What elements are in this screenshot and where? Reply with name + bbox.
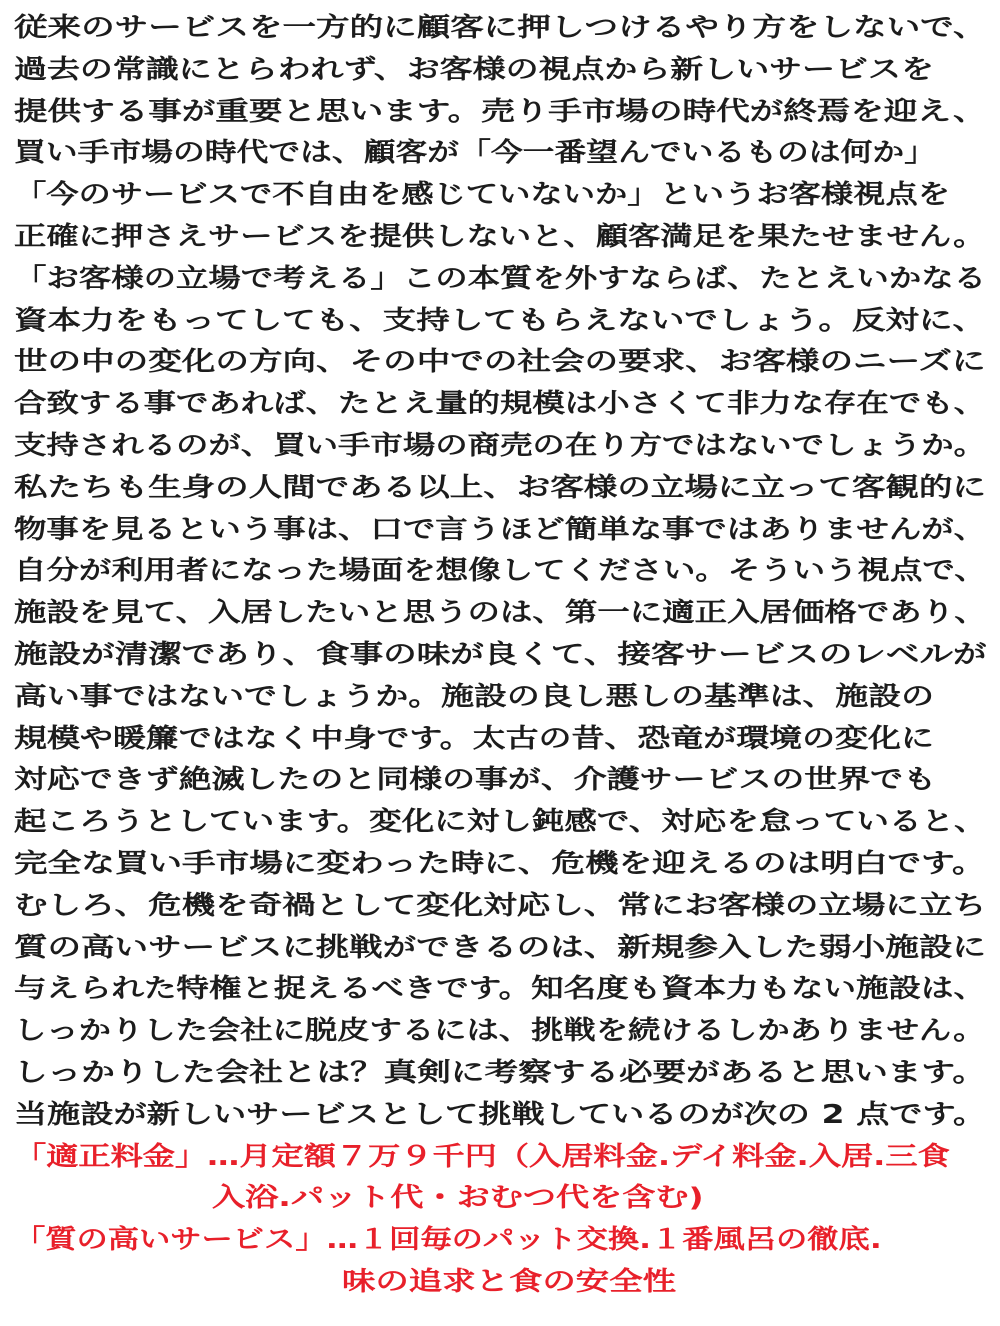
text-line-21: 完全な買い手市場に変わった時に、危機を迎えるのは明白です。 <box>14 849 986 879</box>
text-line-13: 物事を見るという事は、口で言うほど簡単な事ではありませんが、 <box>14 514 987 545</box>
text-line-5: 「今のサービスで不自由を感じていないか」というお客様視点を <box>14 180 951 211</box>
text-line-27: 当施設が新しいサービスとして挑戦しているのが次の 2 点です。 <box>14 1099 987 1130</box>
text-line-24: 与えられた特権と捉えるべきです。知名度も資本力もない施設は、 <box>14 974 986 1005</box>
text-line-7: 「お客様の立場で考える」この本質を外すならば、たとえいかなる <box>14 263 987 294</box>
text-line-12: 私たちも生身の人間である以上、お客様の立場に立って客観的に <box>14 472 987 503</box>
highlight-line-3: 「質の高いサービス」…１回毎のパット交換.１番風呂の徹底. <box>14 1225 882 1256</box>
text-line-8: 資本力をもってしても、支持してもらえないでしょう。反対に、 <box>14 305 987 336</box>
text-line-9: 世の中の変化の方向、その中での社会の要求、お客様のニーズに <box>14 347 986 378</box>
text-line-25: しっかりした会社に脱皮するには、挑戦を続けるしかありません。 <box>14 1016 986 1047</box>
text-line-18: 規模や暖簾ではなく中身です。太古の昔、恐竜が環境の変化に <box>14 723 934 754</box>
text-line-15: 施設を見て、入居したいと思うのは、第一に適正入居価格であり、 <box>14 598 987 629</box>
text-line-2: 過去の常識にとらわれず、お客様の視点から新しいサービスを <box>14 54 934 85</box>
highlight-line-2: 入浴.パット代・おむつ代を含む) <box>212 1183 704 1214</box>
text-line-1: 従来のサービスを一方的に顧客に押しつけるやり方をしないで、 <box>14 13 987 43</box>
text-line-22: むしろ、危機を奇禍として変化対応し、常にお客様の立場に立ち <box>14 890 987 921</box>
text-line-3: 提供する事が重要と思います。売り手市場の時代が終焉を迎え、 <box>14 96 987 127</box>
text-line-4: 買い手市場の時代では、顧客が「今一番望んでいるものは何か」 <box>14 138 937 169</box>
text-line-17: 高い事ではないでしょうか。施設の良し悪しの基準は、施設の <box>14 681 934 712</box>
text-line-10: 合致する事であれば、たとえ量的規模は小さくて非力な存在でも、 <box>14 389 987 420</box>
text-line-6: 正確に押さえサービスを提供しないと、顧客満足を果たせません。 <box>14 222 986 252</box>
text-line-23: 質の高いサービスに挑戦ができるのは、新規参入した弱小施設に <box>14 932 987 963</box>
text-line-14: 自分が利用者になった場面を想像してください。そういう視点で、 <box>14 556 987 587</box>
text-line-19: 対応できず絶滅したのと同様の事が、介護サービスの世界でも <box>14 765 937 796</box>
text-line-26: しっかりした会社とは？真剣に考察する必要があると思います。 <box>14 1058 986 1088</box>
text-line-16: 施設が清潔であり、食事の味が良くて、接客サービスのレベルが <box>14 640 987 670</box>
highlight-line-4: 味の追求と食の安全性 <box>342 1267 677 1297</box>
text-line-20: 起ころうとしています。変化に対し鈍感で、対応を怠っていると、 <box>14 807 987 838</box>
text-line-11: 支持されるのが、買い手市場の商売の在り方ではないでしょうか。 <box>14 431 987 461</box>
highlight-line-1: 「適正料金」…月定額７万９千円（入居料金.デイ料金.入居.三食 <box>14 1141 950 1172</box>
